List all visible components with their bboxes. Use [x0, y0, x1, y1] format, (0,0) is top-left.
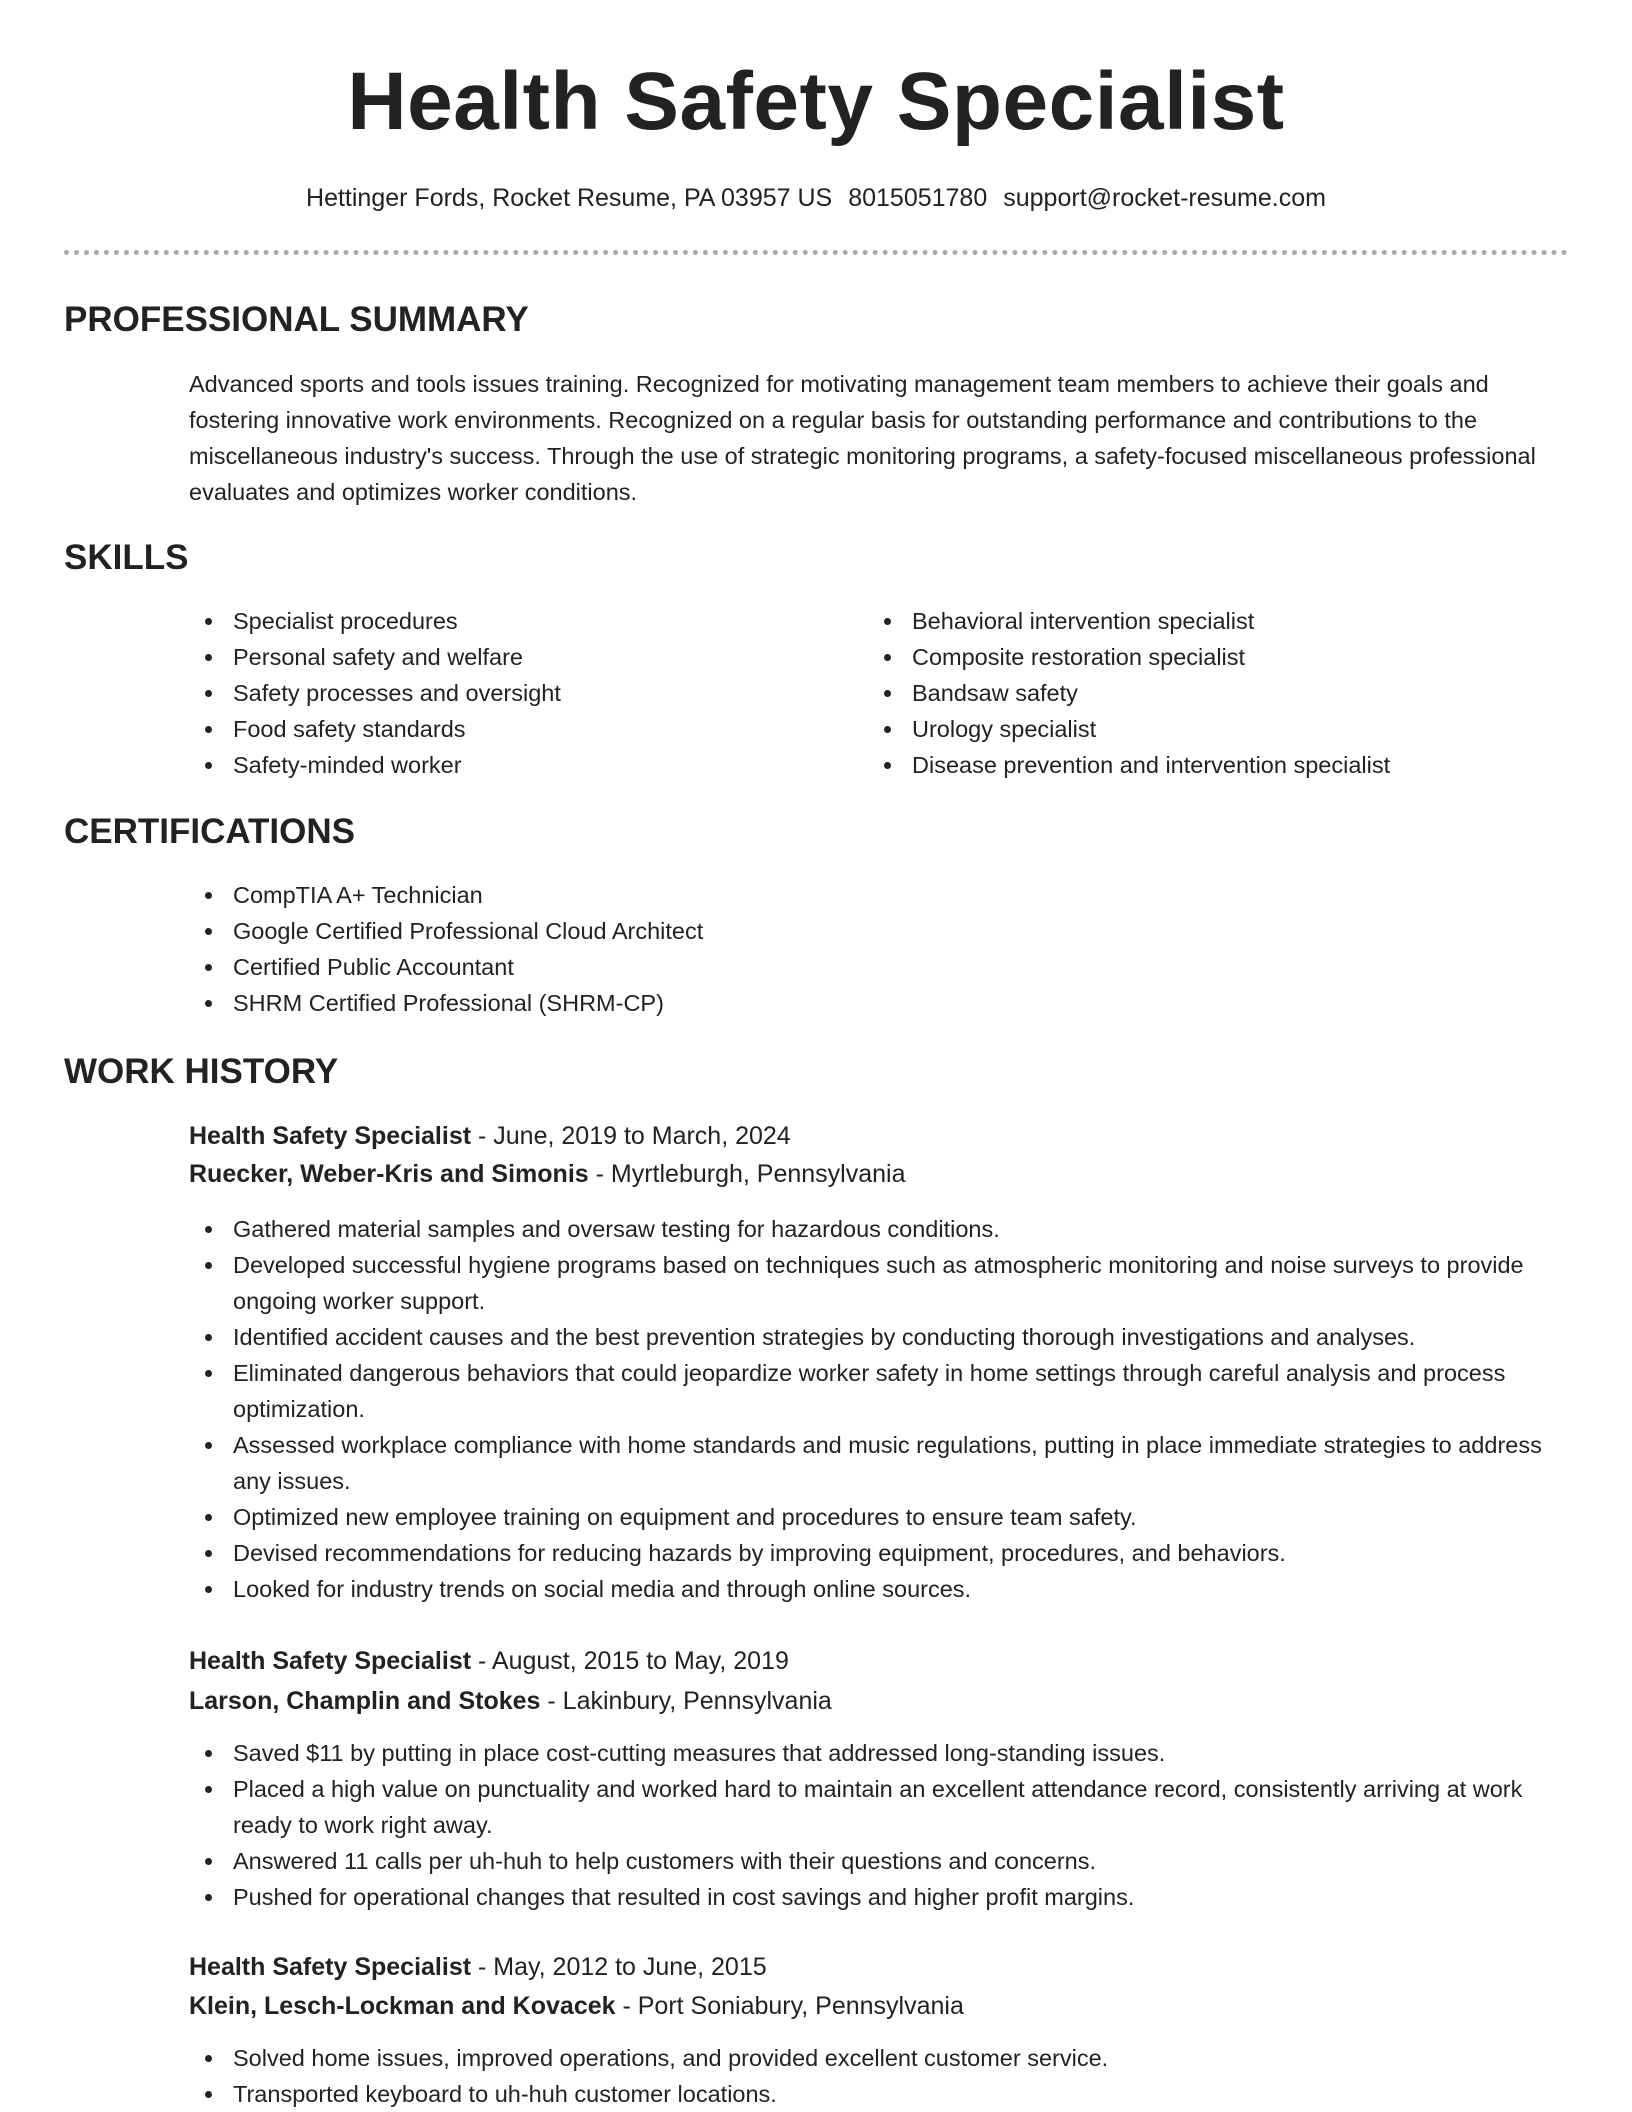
work-history-heading: WORK HISTORY — [64, 1052, 339, 1091]
job-company: Ruecker, Weber-Kris and Simonis — [189, 1160, 589, 1188]
certifications-list — [189, 877, 1570, 1021]
job-location: Myrtleburgh, Pennsylvania — [610, 1160, 906, 1188]
job-dates: August, 2015 to May, 2019 — [491, 1647, 789, 1675]
job-bullet: Answered 11 calls per uh-huh to help customers with their questions and concerns. — [189, 1843, 1570, 1879]
resume-name: Health Safety Specialist — [347, 56, 1285, 147]
job-bullet: Eliminated dangerous behaviors that could jeopardize worker safety in home settings through careful analysis and process optimization. — [189, 1355, 1570, 1427]
separator: - — [471, 1122, 494, 1150]
job-role: Health Safety Specialist — [189, 1953, 472, 1981]
summary-text: Advanced sports and tools issues training. Recognized for motivating management team members to achieve their goals and fostering innovative work environments. Recognized on a regular basis for outstanding performance and contributions to the miscellaneous industry's success. Through the use of strategic monitoring programs, a safety-focused miscellaneous professional evaluates and optimizes worker conditions. — [189, 371, 1536, 505]
separator: - — [471, 1953, 494, 1981]
job-dates: May, 2012 to June, 2015 — [493, 1953, 767, 1981]
job-bullet: Developed successful hygiene programs based on techniques such as atmospheric monitoring and noise surveys to provide ongoing worker support. — [189, 1247, 1570, 1319]
header-divider — [64, 250, 1568, 255]
job-location: Lakinbury, Pennsylvania — [562, 1687, 832, 1715]
skill-item: Disease prevention and intervention specialist — [868, 747, 1568, 783]
job-bullets — [189, 2040, 1570, 2112]
contact-email[interactable]: support@rocket-resume.com — [1003, 184, 1326, 212]
skill-item: Food safety standards — [189, 711, 849, 747]
skill-item: Bandsaw safety — [868, 675, 1568, 711]
certification-item: Google Certified Professional Cloud Architect — [189, 913, 1570, 949]
skills-list-left — [189, 603, 849, 783]
job-title-line — [189, 1949, 767, 1985]
skills-list-right — [868, 603, 1568, 783]
job-bullet: Identified accident causes and the best prevention strategies by conducting thorough investigations and analyses. — [189, 1319, 1570, 1355]
job-bullets — [189, 1735, 1570, 1915]
job-company: Klein, Lesch-Lockman and Kovacek — [189, 1992, 616, 2020]
job-role: Health Safety Specialist — [189, 1122, 472, 1150]
job-location: Port Soniabury, Pennsylvania — [637, 1992, 964, 2020]
certification-item: CompTIA A+ Technician — [189, 877, 1570, 913]
separator: - — [471, 1647, 492, 1675]
job-bullet: Assessed workplace compliance with home standards and music regulations, putting in place immediate strategies to address any issues. — [189, 1427, 1570, 1499]
separator: - — [540, 1687, 563, 1715]
summary-heading: PROFESSIONAL SUMMARY — [64, 300, 529, 339]
skill-item: Specialist procedures — [189, 603, 849, 639]
job-company: Larson, Champlin and Stokes — [189, 1687, 541, 1715]
job-bullet: Placed a high value on punctuality and worked hard to maintain an excellent attendance record, consistently arriving at work ready to work right away. — [189, 1771, 1570, 1843]
job-bullet: Looked for industry trends on social media and through online sources. — [189, 1571, 1570, 1607]
job-company-line — [189, 1156, 905, 1192]
job-bullet: Saved $11 by putting in place cost-cutting measures that addressed long-standing issues. — [189, 1735, 1570, 1771]
skills-heading: SKILLS — [64, 538, 189, 577]
job-bullet: Solved home issues, improved operations, and provided excellent customer service. — [189, 2040, 1570, 2076]
certification-item: SHRM Certified Professional (SHRM-CP) — [189, 985, 1570, 1021]
skill-item: Personal safety and welfare — [189, 639, 849, 675]
job-bullets — [189, 1211, 1570, 1607]
certification-item: Certified Public Accountant — [189, 949, 1570, 985]
job-role: Health Safety Specialist — [189, 1647, 472, 1675]
separator: - — [615, 1992, 638, 2020]
job-dates: June, 2019 to March, 2024 — [493, 1122, 791, 1150]
job-bullet: Devised recommendations for reducing hazards by improving equipment, procedures, and behaviors. — [189, 1535, 1570, 1571]
contact-phone: 8015051780 — [848, 184, 988, 212]
skill-item: Composite restoration specialist — [868, 639, 1568, 675]
contact-line — [0, 180, 1632, 216]
job-company-line — [189, 1988, 964, 2024]
job-bullet: Optimized new employee training on equipment and procedures to ensure team safety. — [189, 1499, 1570, 1535]
contact-address: Hettinger Fords, Rocket Resume, PA 03957 US — [306, 184, 833, 212]
job-bullet: Pushed for operational changes that resulted in cost savings and higher profit margins. — [189, 1879, 1570, 1915]
skill-item: Urology specialist — [868, 711, 1568, 747]
skill-item: Safety-minded worker — [189, 747, 849, 783]
certifications-heading: CERTIFICATIONS — [64, 812, 356, 851]
job-company-line — [189, 1683, 832, 1719]
skill-item: Safety processes and oversight — [189, 675, 849, 711]
job-title-line — [189, 1118, 791, 1154]
job-title-line — [189, 1643, 789, 1679]
skill-item: Behavioral intervention specialist — [868, 603, 1568, 639]
separator: - — [588, 1160, 611, 1188]
job-bullet: Transported keyboard to uh-huh customer locations. — [189, 2076, 1570, 2112]
job-bullet: Gathered material samples and oversaw testing for hazardous conditions. — [189, 1211, 1570, 1247]
